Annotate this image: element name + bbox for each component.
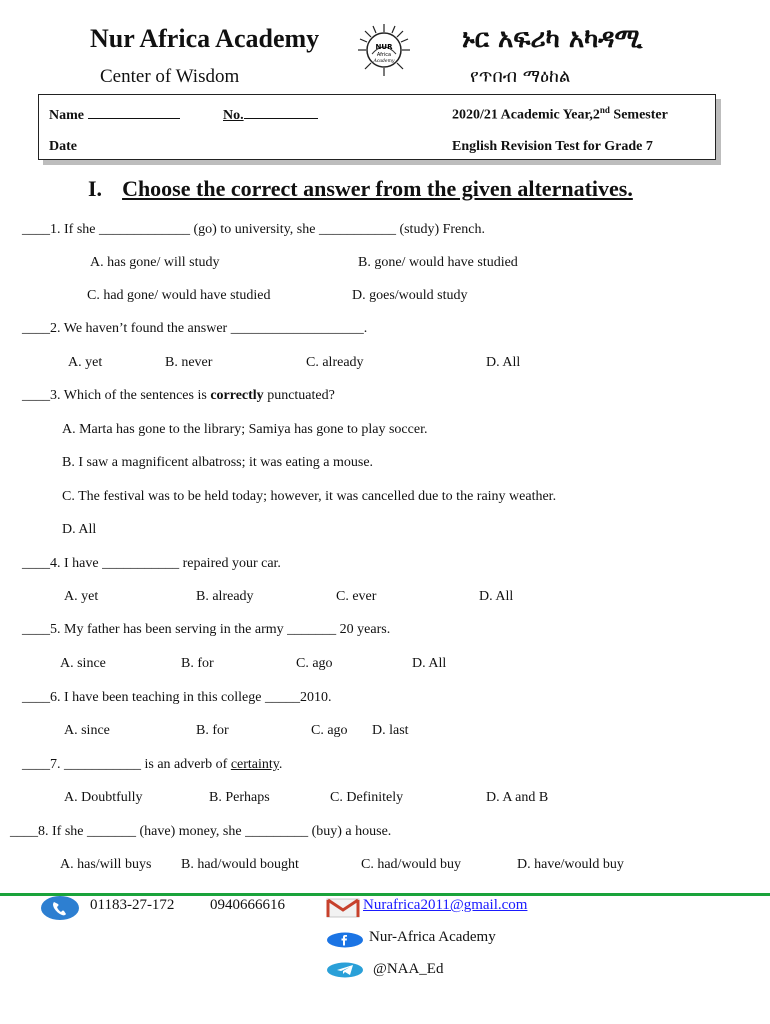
question-4-option-a[interactable]: A. yet (64, 589, 99, 604)
question-4-stem: ____4. I have ___________ repaired your car. (22, 556, 281, 571)
question-6-option-c[interactable]: C. ago (311, 723, 348, 738)
question-6-option-d[interactable]: D. last (372, 723, 409, 738)
academic-year: 2020/21 Academic Year,2nd Semester (452, 105, 668, 123)
facebook-icon (326, 932, 364, 948)
phone-number-1[interactable]: 01183-27-172 (90, 897, 175, 913)
question-1-option-a[interactable]: A. has gone/ will study (90, 255, 220, 270)
facebook-page[interactable]: Nur-Africa Academy (369, 929, 496, 945)
question-7-stem: ____7. ___________ is an adverb of certainty. (22, 757, 283, 772)
question-3-option-a[interactable]: A. Marta has gone to the library; Samiya has gone to play soccer. (62, 422, 428, 437)
question-2-option-d[interactable]: D. All (486, 355, 521, 370)
section-heading (88, 176, 633, 202)
telegram-handle[interactable]: @NAA_Ed (373, 961, 444, 977)
question-6-option-a[interactable]: A. since (64, 723, 110, 738)
svg-text:Africa: Africa (376, 52, 392, 58)
school-name-amharic: ኑር አፍሪካ አካዳሚ (462, 24, 643, 54)
question-4-option-b[interactable]: B. already (196, 589, 254, 604)
question-6-option-b[interactable]: B. for (196, 723, 229, 738)
question-6-stem: ____6. I have been teaching in this college _____2010. (22, 690, 332, 705)
question-7-option-a[interactable]: A. Doubtfully (64, 790, 143, 805)
question-5-option-b[interactable]: B. for (181, 656, 214, 671)
question-1-stem: ____1. If she _____________ (go) to university, she ___________ (study) French. (22, 222, 485, 237)
test-title: English Revision Test for Grade 7 (452, 139, 653, 154)
question-3-stem: ____3. Which of the sentences is correctly punctuated? (22, 388, 335, 403)
question-5-stem: ____5. My father has been serving in the army _______ 20 years. (22, 622, 391, 637)
number-field[interactable]: No. (223, 105, 318, 124)
svg-text:Academy: Academy (373, 59, 395, 64)
school-name-english: Nur Africa Academy (90, 24, 320, 53)
phone-icon (40, 895, 80, 921)
question-8-option-d[interactable]: D. have/would buy (517, 857, 624, 872)
question-7-option-c[interactable]: C. Definitely (330, 790, 404, 805)
phone-number-2[interactable]: 0940666616 (210, 897, 285, 913)
question-3-option-c[interactable]: C. The festival was to be held today; however, it was cancelled due to the rainy weather. (62, 489, 557, 504)
section-number: I. (88, 176, 103, 201)
question-4-option-d[interactable]: D. All (479, 589, 514, 604)
name-field[interactable]: Name (49, 105, 180, 124)
question-4-option-c[interactable]: C. ever (336, 589, 377, 604)
question-5-option-c[interactable]: C. ago (296, 656, 333, 671)
question-5-option-a[interactable]: A. since (60, 656, 106, 671)
telegram-icon (326, 962, 364, 978)
question-8-option-b[interactable]: B. had/would bought (181, 857, 299, 872)
question-7-option-d[interactable]: D. A and B (486, 790, 549, 805)
section-title: Choose the correct answer from the given alternatives. (122, 176, 633, 201)
question-8-option-c[interactable]: C. had/would buy (361, 857, 461, 872)
question-2-stem: ____2. We haven’t found the answer ___________________. (22, 321, 368, 336)
question-8-stem: ____8. If she _______ (have) money, she _________ (buy) a house. (10, 824, 392, 839)
question-1-option-d[interactable]: D. goes/would study (352, 288, 468, 303)
motto-english: Center of Wisdom (100, 66, 240, 87)
question-8-option-a[interactable]: A. has/will buys (60, 857, 152, 872)
question-1-option-b[interactable]: B. gone/ would have studied (358, 255, 518, 270)
footer-divider (0, 893, 770, 896)
date-field[interactable]: Date (49, 139, 77, 154)
question-3-option-d[interactable]: D. All (62, 522, 97, 537)
question-1-option-c[interactable]: C. had gone/ would have studied (87, 288, 271, 303)
school-logo (354, 20, 414, 80)
question-2-option-b[interactable]: B. never (165, 355, 213, 370)
question-2-option-a[interactable]: A. yet (68, 355, 103, 370)
email-link[interactable]: Nurafrica2011@gmail.com (363, 897, 528, 913)
svg-text:NUR: NUR (375, 43, 393, 51)
question-7-option-b[interactable]: B. Perhaps (209, 790, 270, 805)
question-2-option-c[interactable]: C. already (306, 355, 364, 370)
motto-amharic: የጥበብ ማዕከል (470, 66, 571, 87)
student-info-box (38, 94, 716, 160)
question-3-option-b[interactable]: B. I saw a magnificent albatross; it was eating a mouse. (62, 455, 374, 470)
email-icon (326, 898, 360, 918)
question-5-option-d[interactable]: D. All (412, 656, 447, 671)
